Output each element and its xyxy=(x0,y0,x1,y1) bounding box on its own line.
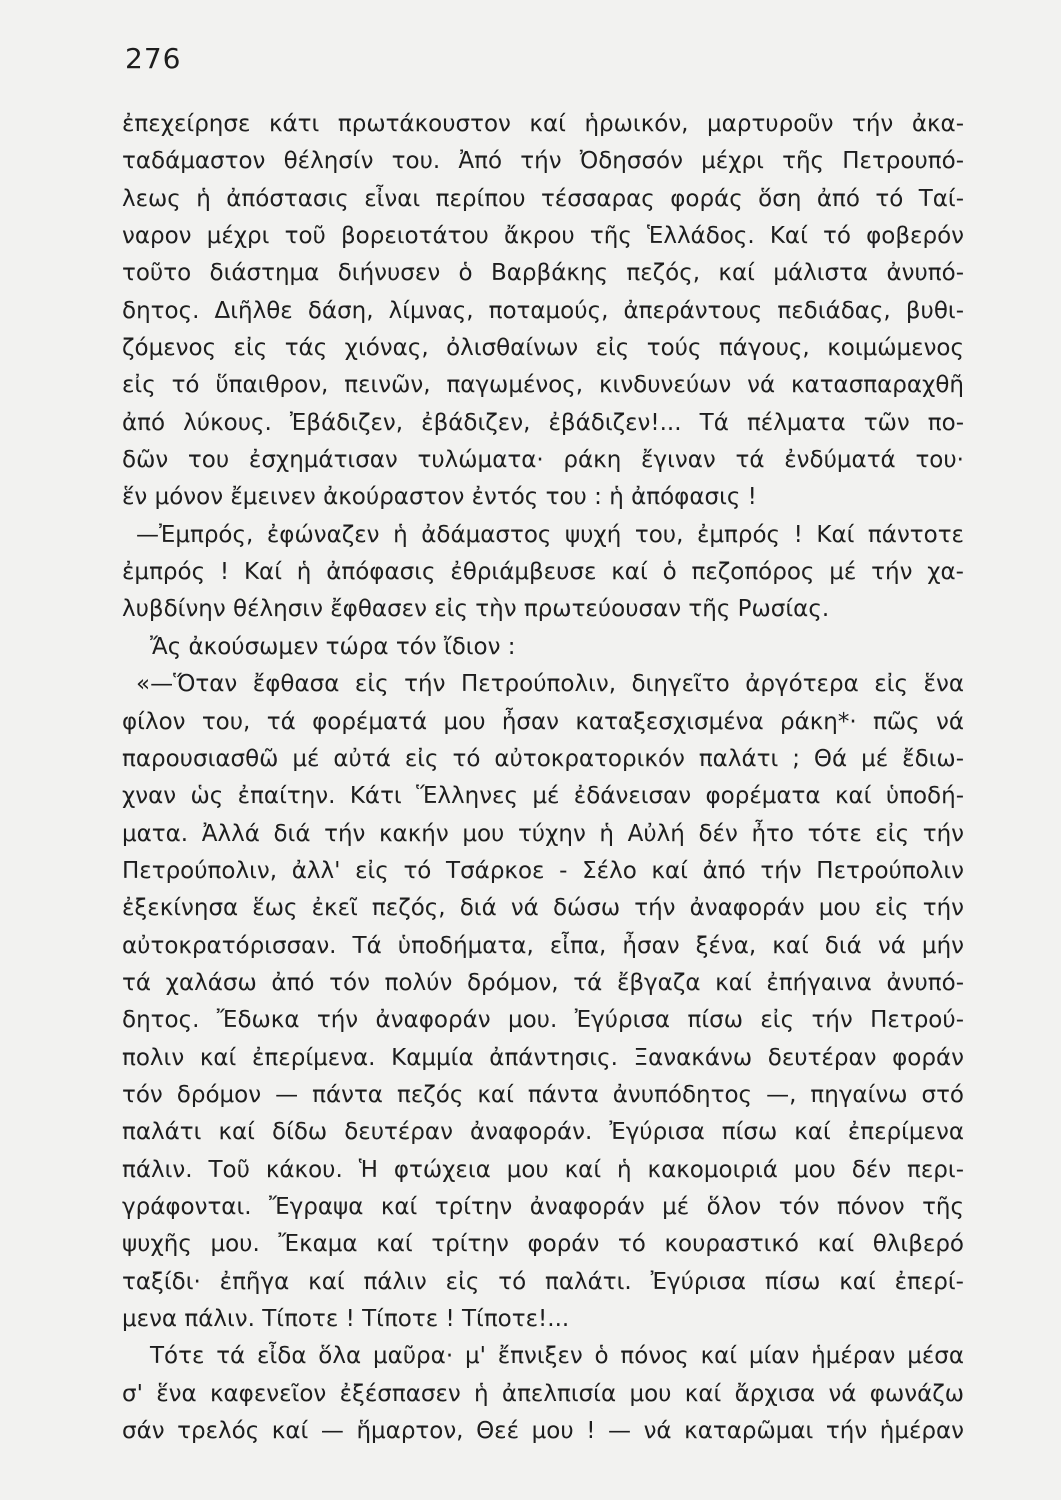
text-line: ματα. Ἀλλά διά τήν κακήν μου τύχην ἡ Αὐλή δέν ἦτο τότε εἰς τήν xyxy=(122,820,964,847)
text-line: ἕν μόνον ἔμεινεν ἀκούραστον ἐντός του : ἡ ἀπόφασις ! xyxy=(122,484,757,511)
text-line: —Ἐμπρός, ἐφώναζεν ἡ ἀδάμαστος ψυχή του, ἐμπρός ! Καί πάντοτε xyxy=(136,521,964,548)
text-line: τόν δρόμον — πάντα πεζός καί πάντα ἀνυπόδητος —, πηγαίνω στό xyxy=(122,1081,964,1108)
text-line: Τότε τά εἶδα ὅλα μαῦρα· μ' ἔπνιξεν ὁ πόνος καί μίαν ἡμέραν μέσα xyxy=(150,1343,964,1370)
text-line: εἰς τό ὕπαιθρον, πεινῶν, παγωμένος, κινδυνεύων νά κατασπαραχθῆ xyxy=(122,372,964,399)
text-line: «—Ὅταν ἔφθασα εἰς τήν Πετρούπολιν, διηγεῖτο ἀργότερα εἰς ἕνα xyxy=(136,671,964,698)
text-line: σ' ἕνα καφενεῖον ἐξέσπασεν ἡ ἀπελπισία μου καί ἄρχισα νά φωνάζω xyxy=(122,1380,964,1407)
text-line: λυβδίνην θέλησιν ἔφθασεν εἰς τὴν πρωτεύουσαν τῆς Ρωσίας. xyxy=(122,596,830,623)
text-line: ἐμπρός ! Καί ἡ ἀπόφασις ἐθριάμβευσε καί ὁ πεζοπόρος μέ τήν χα- xyxy=(122,559,964,586)
text-line: ταδάμαστον θέλησίν του. Ἀπό τήν Ὀδησσόν μέχρι τῆς Πετρουπό- xyxy=(122,148,964,175)
text-line: γράφονται. Ἔγραψα καί τρίτην ἀναφοράν μέ ὅλον τόν πόνον τῆς xyxy=(122,1193,964,1220)
text-line: μενα πάλιν. Τίποτε ! Τίποτε ! Τίποτε!... xyxy=(122,1306,570,1332)
text-line: δητος. Διῆλθε δάση, λίμνας, ποταμούς, ἀπεράντους πεδιάδας, βυθι- xyxy=(122,297,964,324)
text-line: παλάτι καί δίδω δευτέραν ἀναφοράν. Ἐγύρισα πίσω καί ἐπερίμενα xyxy=(122,1119,964,1146)
text-line: ψυχῆς μου. Ἔκαμα καί τρίτην φοράν τό κουραστικό καί θλιβερό xyxy=(122,1231,964,1258)
body-text xyxy=(122,106,964,1450)
text-line: αὐτοκρατόρισσαν. Τά ὑποδήματα, εἶπα, ἦσαν ξένα, καί διά νά μήν xyxy=(122,932,964,959)
text-line: ἐξεκίνησα ἕως ἐκεῖ πεζός, διά νά δώσω τήν ἀναφοράν μου εἰς τήν xyxy=(122,895,964,922)
text-line: χναν ὡς ἐπαίτην. Κάτι Ἕλληνες μέ ἐδάνεισαν φορέματα καί ὑποδή- xyxy=(122,783,964,810)
text-line: λεως ἡ ἀπόστασις εἶναι περίπου τέσσαρας φοράς ὅση ἀπό τό Ταί- xyxy=(122,185,964,212)
text-line: Ἄς ἀκούσωμεν τώρα τόν ἴδιον : xyxy=(150,633,516,660)
text-line: ἀπό λύκους. Ἐβάδιζεν, ἐβάδιζεν, ἐβάδιζεν!... Τά πέλματα τῶν πο- xyxy=(122,409,964,436)
text-line: ταξίδι· ἐπῆγα καί πάλιν εἰς τό παλάτι. Ἐγύρισα πίσω καί ἐπερί- xyxy=(122,1268,964,1295)
text-line: πολιν καί ἐπερίμενα. Καμμία ἀπάντησις. Ξανακάνω δευτέραν φοράν xyxy=(122,1044,964,1071)
text-line: τοῦτο διάστημα διήνυσεν ὁ Βαρβάκης πεζός, καί μάλιστα ἀνυπό- xyxy=(122,260,964,287)
text-line: ναρον μέχρι τοῦ βορειοτάτου ἄκρου τῆς Ἑλλάδος. Καί τό φοβερόν xyxy=(122,223,964,250)
text-line: Πετρούπολιν, ἀλλ' εἰς τό Τσάρκοε - Σέλο καί ἀπό τήν Πετρούπολιν xyxy=(122,857,964,884)
text-line: δῶν του ἐσχημάτισαν τυλώματα· ράκη ἔγιναν τά ἐνδύματά του· xyxy=(122,447,964,474)
text-line: σάν τρελός καί — ἥμαρτον, Θεέ μου ! — νά καταρῶμαι τήν ἡμέραν xyxy=(122,1418,964,1445)
text-line: ἐπεχείρησε κάτι πρωτάκουστον καί ἡρωικόν, μαρτυροῦν τήν ἀκα- xyxy=(122,111,964,137)
page-number: 276 xyxy=(125,42,182,75)
text-line: φίλον του, τά φορέματά μου ἦσαν καταξεσχισμένα ράκη*· πῶς νά xyxy=(122,708,964,735)
text-line: τά χαλάσω ἀπό τόν πολύν δρόμον, τά ἔβγαζα καί ἐπήγαινα ἀνυπό- xyxy=(122,969,964,996)
text-line: ζόμενος εἰς τάς χιόνας, ὀλισθαίνων εἰς τούς πάγους, κοιμώμενος xyxy=(122,335,964,362)
text-line: παρουσιασθῶ μέ αὐτά εἰς τό αὐτοκρατορικόν παλάτι ; Θά μέ ἔδιω- xyxy=(122,745,964,772)
text-line: πάλιν. Τοῦ κάκου. Ἡ φτώχεια μου καί ἡ κακομοιριά μου δέν περι- xyxy=(122,1156,964,1183)
text-line: δητος. Ἔδωκα τήν ἀναφοράν μου. Ἐγύρισα πίσω εἰς τήν Πετρού- xyxy=(122,1007,964,1034)
